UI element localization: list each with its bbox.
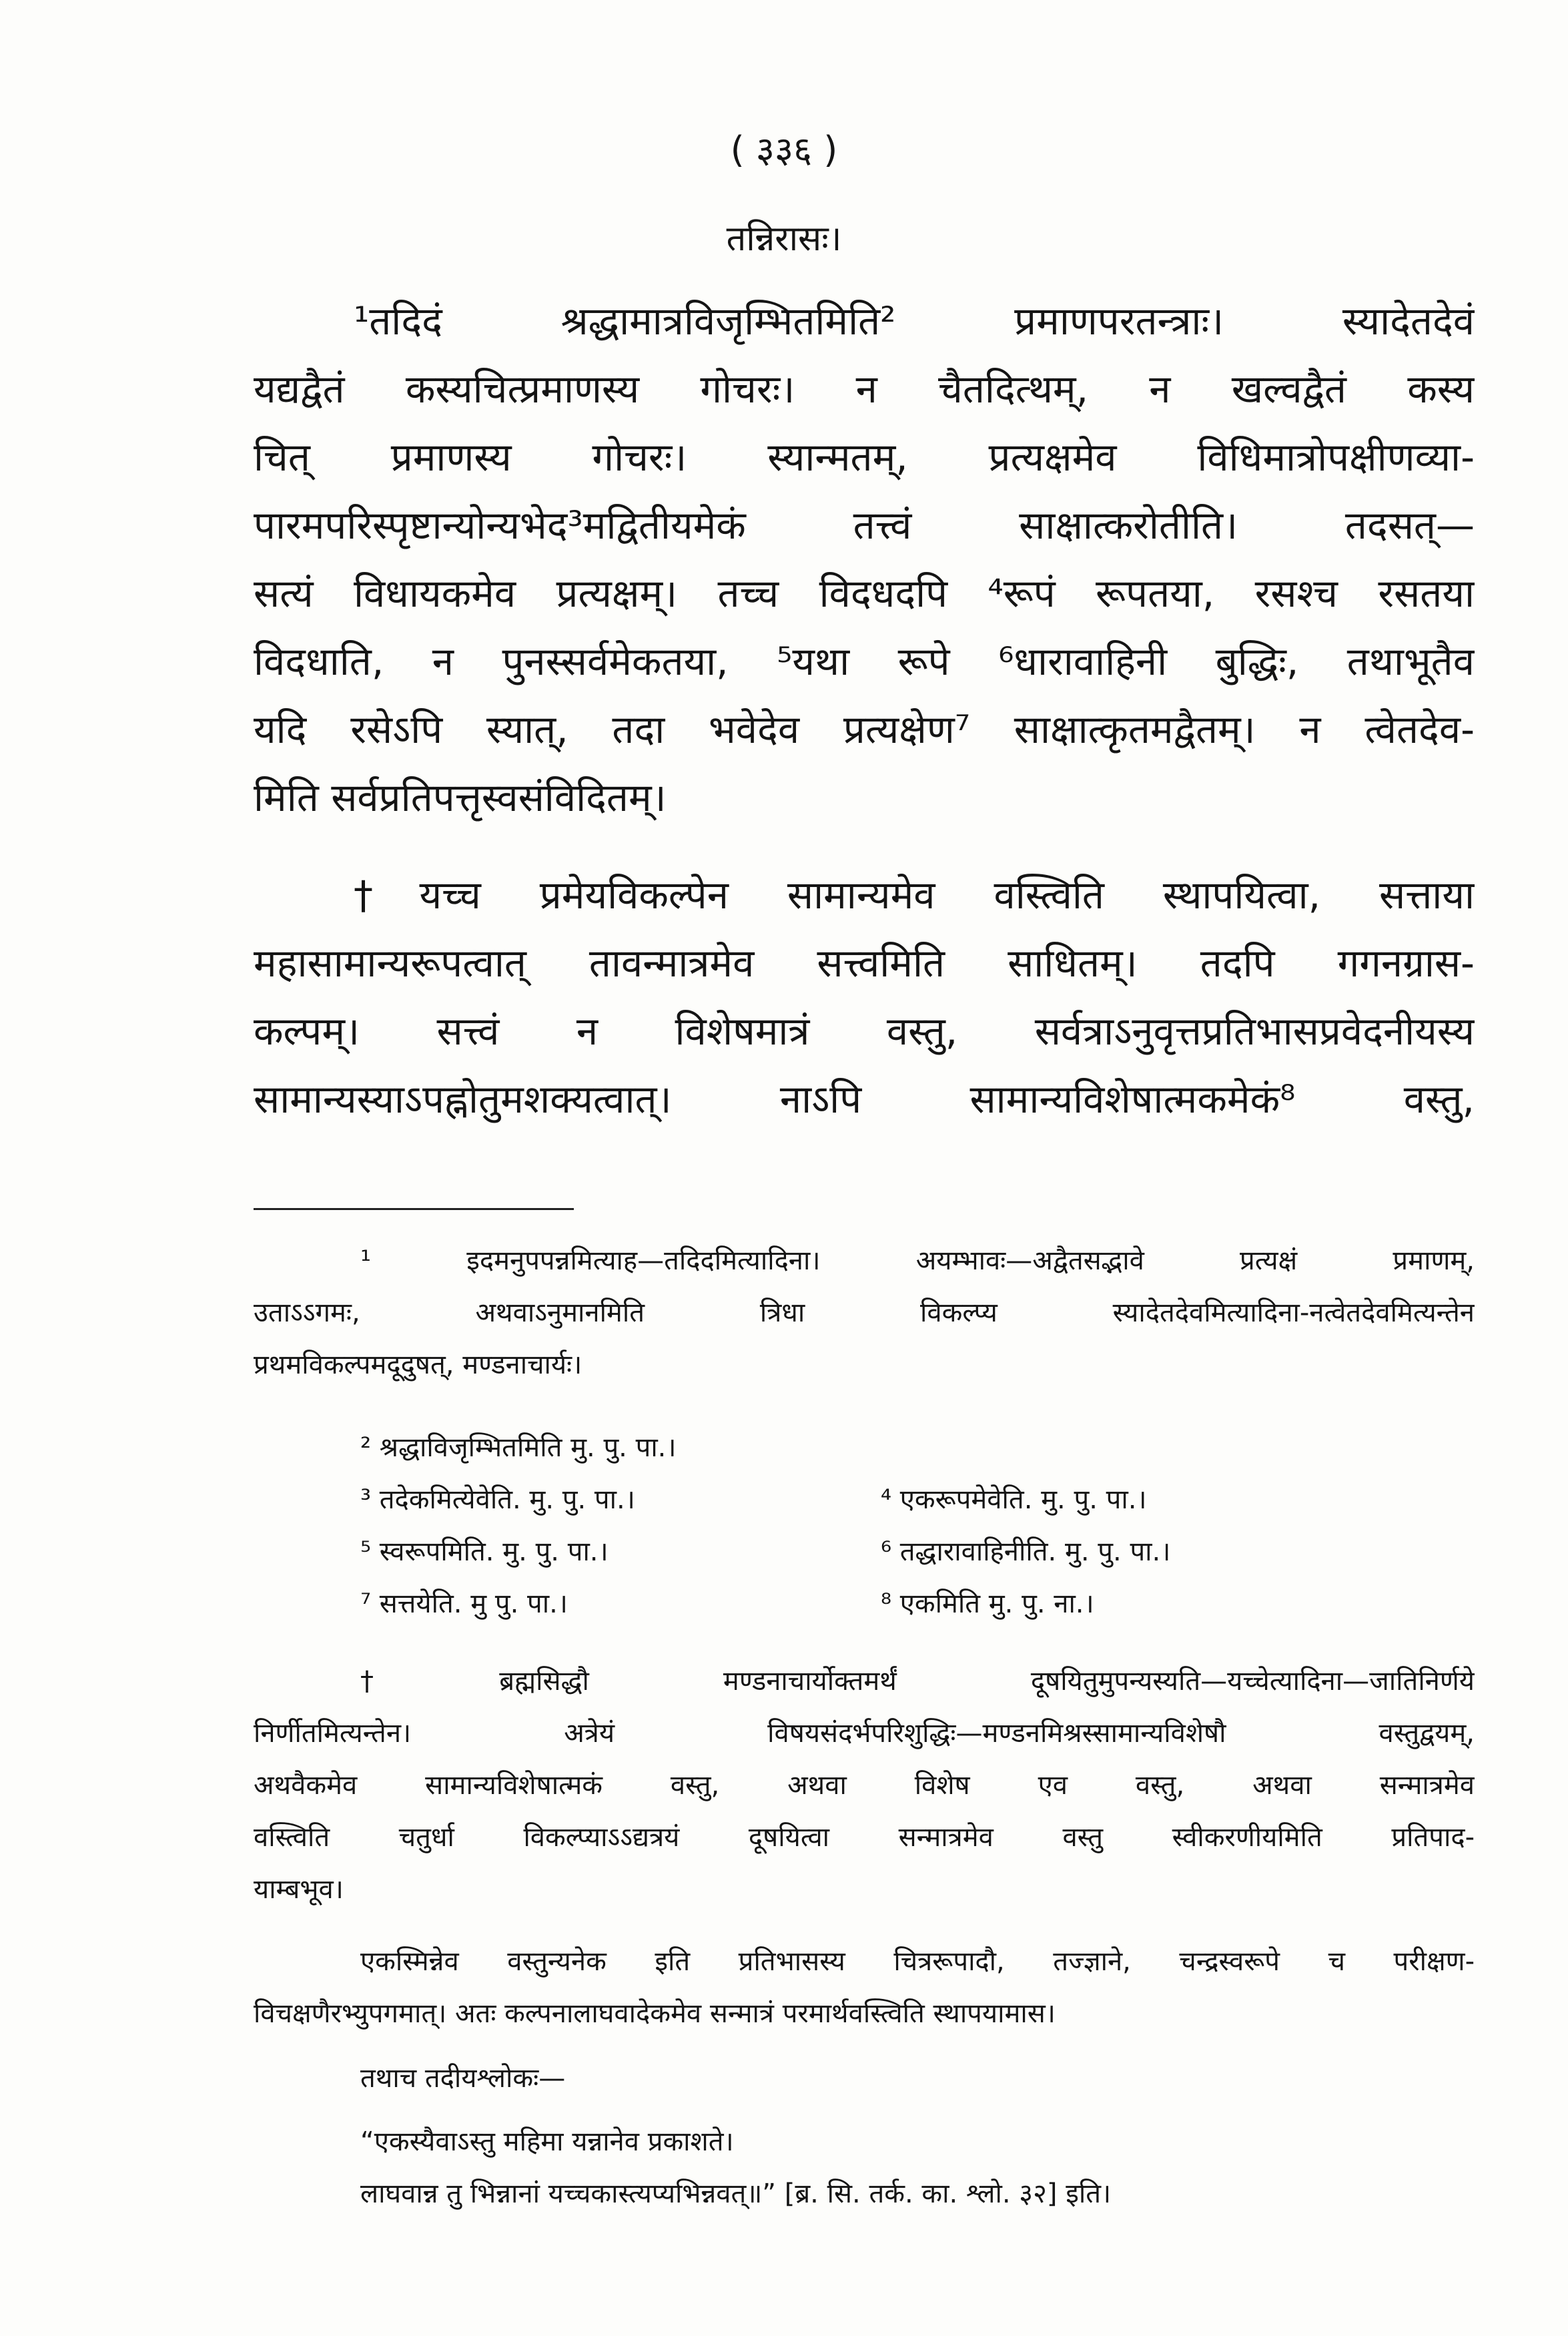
- text-line: सामान्यस्याऽपह्नोतुमशक्यत्वात्। नाऽपि सामान्यविशेषात्मकमेकं⁸ वस्तु,: [254, 1077, 1475, 1122]
- variant-row: [360, 1422, 1475, 1474]
- text-line: सत्यं विधायकमेव प्रत्यक्षम्। तच्च विदधदपि ⁴रूपं रूपतया, रसश्च रसतया: [254, 571, 1475, 616]
- footnote-line: तथाच तदीयश्लोकः—: [360, 2063, 566, 2094]
- text-line: †यच्च प्रमेयविकल्पेन सामान्यमेव वस्त्विति स्थापयित्वा, सत्ताया: [354, 872, 1475, 918]
- footnote-line: याम्बभूव।: [254, 1874, 344, 1905]
- verse-line: “एकस्यैवाऽस्तु महिमा यन्नानेव प्रकाशते।: [360, 2126, 734, 2157]
- footnote-line: निर्णीतमित्यन्तेन। अत्रेयं विषयसंदर्भपरिशुद्धिः—मण्डनमिश्रस्सामान्यविशेषौ वस्तुद्वयम्,: [254, 1718, 1475, 1749]
- footnote-line: अथवैकमेव सामान्यविशेषात्मकं वस्तु, अथवा विशेष एव वस्तु, अथवा सन्मात्रमेव: [254, 1770, 1475, 1801]
- text-line: विदधाति, न पुनस्सर्वमेकतया, ⁵यथा रूपे ⁶धारावाहिनी बुद्धिः, तथाभूतैव: [254, 639, 1475, 684]
- dagger-note: [254, 1655, 1475, 1916]
- text-line: महासामान्यरूपत्वात् तावन्मात्रमेव सत्त्वमिति साधितम्। तदपि गगनग्रास-: [254, 940, 1475, 986]
- variant-note: ³ तदेकमित्येवेति. मु. पु. पा.।: [360, 1484, 635, 1515]
- variant-readings: [360, 1422, 1475, 1630]
- variant-note: ⁸ एकमिति मु. पु. ना.।: [881, 1588, 1094, 1619]
- variant-note: ⁶ तद्धारावाहिनीति. मु. पु. पा.।: [881, 1536, 1171, 1567]
- text-line: यद्यद्वैतं कस्यचित्प्रमाणस्य गोचरः। न चैतदित्थम्, न खल्वद्वैतं कस्य: [254, 366, 1475, 412]
- verse: [254, 2116, 1475, 2220]
- page-number: ( ३३६ ): [730, 129, 838, 171]
- footnote-line: विचक्षणैरभ्युपगमात्। अतः कल्पनालाघवादेकमेव सन्मात्रं परमार्थवस्त्विति स्थापयामास।: [254, 1998, 1056, 2029]
- note-2: [254, 1936, 1475, 2040]
- verse-line: लाघवान्न तु भिन्नानां यच्चकास्त्यप्यभिन्नवत्॥” [ब्र. सि. तर्क. का. श्लो. ३२] इति।: [360, 2178, 1112, 2209]
- text-line: मिति सर्वप्रतिपत्तृस्वसंविदितम्।: [254, 775, 667, 820]
- text-line: ¹तदिदं श्रद्धामात्रविजृम्भितमिति² प्रमाणपरतन्त्राः। स्यादेतदेवं: [354, 298, 1475, 344]
- variant-note: ⁵ स्वरूपमिति. मु. पु. पा.।: [360, 1536, 609, 1567]
- section-heading: तन्निरासः।: [726, 219, 842, 259]
- footnote-separator: [254, 1208, 574, 1210]
- footnote-line: †ब्रह्मसिद्धौ मण्डनाचार्योक्तमर्थं दूषयितुमुपन्यस्यति—यच्चेत्यादिना—जातिनिर्णये: [360, 1666, 1475, 1697]
- text-line: चित् प्रमाणस्य गोचरः। स्यान्मतम्, प्रत्यक्षमेव विधिमात्रोपक्षीणव्या-: [254, 434, 1475, 480]
- variant-row: [360, 1578, 1475, 1630]
- verse-intro: [254, 2052, 1475, 2104]
- main-paragraph-1: [254, 287, 1475, 832]
- footnote-line: वस्त्विति चतुर्धा विकल्प्याऽऽद्यत्रयं दूषयित्वा सन्मात्रमेव वस्तु स्वीकरणीयमिति प्रतिपाद-: [254, 1822, 1475, 1853]
- footnote-line: ¹ इदमनुपपन्नमित्याह—तदिदमित्यादिना। अयम्भावः—अद्वैतसद्भावे प्रत्यक्षं प्रमाणम्,: [360, 1245, 1475, 1276]
- variant-note: ⁴ एकरूपमेवेति. मु. पु. पा.।: [881, 1484, 1147, 1515]
- footnote-1: [254, 1235, 1475, 1391]
- variant-row: [360, 1474, 1475, 1526]
- main-paragraph-2: [254, 861, 1475, 1133]
- footnote-line: प्रथमविकल्पमदूदुषत्, मण्डनाचार्यः।: [254, 1350, 582, 1380]
- variant-row: [360, 1526, 1475, 1578]
- variant-note-2: ² श्रद्धाविजृम्भितमिति मु. पु. पा.।: [360, 1432, 677, 1463]
- text-line: कल्पम्। सत्त्वं न विशेषमात्रं वस्तु, सर्वत्राऽनुवृत्तप्रतिभासप्रवेदनीयस्य: [254, 1008, 1475, 1054]
- variant-note: ⁷ सत्तयेति. मु पु. पा.।: [360, 1588, 568, 1619]
- footnote-line: एकस्मिन्नेव वस्तुन्यनेक इति प्रतिभासस्य चित्ररूपादौ, तज्ज्ञाने, चन्द्रस्वरूपे च परीक्षण-: [360, 1946, 1475, 1977]
- footnote-line: उताऽऽगमः, अथवाऽनुमानमिति त्रिधा विकल्प्य स्यादेतदेवमित्यादिना-नत्वेतदेवमित्यन्तेन: [254, 1297, 1475, 1328]
- text-line: पारमपरिस्पृष्टान्योन्यभेद³मद्वितीयमेकं तत्त्वं साक्षात्करोतीति। तदसत्—: [254, 503, 1475, 548]
- text-line: यदि रसेऽपि स्यात्, तदा भवेदेव प्रत्यक्षेण⁷ साक्षात्कृतमद्वैतम्। न त्वेतदेव-: [254, 707, 1475, 752]
